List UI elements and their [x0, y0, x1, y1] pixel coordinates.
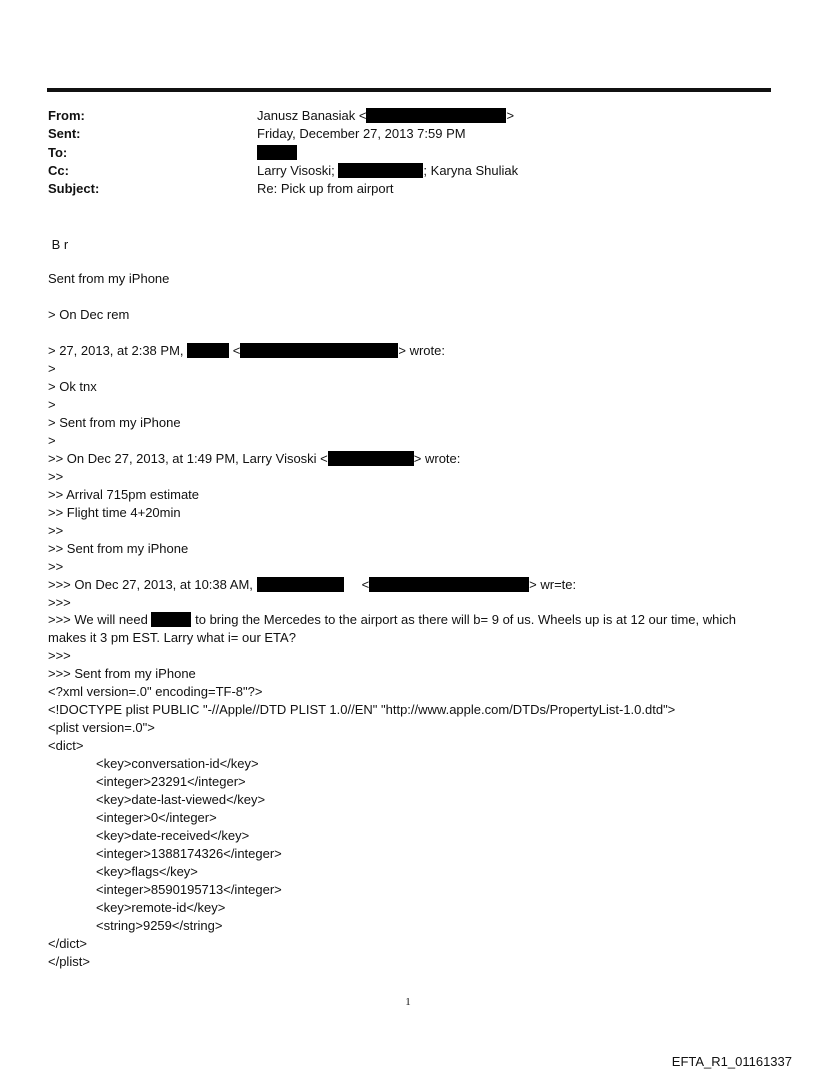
redaction-box	[257, 145, 297, 160]
xml-line: <integer>0</integer>	[96, 810, 217, 825]
sent-label: Sent:	[48, 126, 81, 141]
sent-value: Friday, December 27, 2013 7:59 PM	[257, 126, 466, 141]
body-line: >>	[48, 469, 64, 484]
cc-label: Cc:	[48, 163, 69, 178]
xml-line: <string>9259</string>	[96, 918, 223, 933]
to-label: To:	[48, 145, 68, 160]
body-line: >>	[48, 523, 64, 538]
body-line	[48, 576, 778, 594]
xml-line: <!DOCTYPE plist PUBLIC "-//Apple//DTD PLIST 1.0//EN" "http://www.apple.com/DTDs/PropertyList-1.0.dtd">	[48, 702, 676, 717]
xml-line: <key>remote-id</key>	[96, 900, 226, 915]
redaction-box	[187, 343, 229, 358]
body-line: >>> Sent from my iPhone	[48, 666, 196, 681]
body-line	[48, 342, 778, 360]
xml-line: <key>flags</key>	[96, 864, 198, 879]
body-line: >> Arrival 715pm estimate	[48, 487, 200, 502]
xml-line: <integer>1388174326</integer>	[96, 846, 282, 861]
xml-line: <key>date-received</key>	[96, 828, 250, 843]
quote-text: >>> On Dec 27, 2013, at 10:38 AM,	[48, 577, 253, 592]
redaction-box	[151, 612, 191, 627]
body-line: >> Flight time 4+20min	[48, 505, 181, 520]
redaction-box	[366, 108, 506, 123]
redaction-box	[338, 163, 423, 178]
quote-text: > wrote:	[398, 343, 445, 358]
body-line: >	[48, 433, 56, 448]
xml-line: <?xml version=.0" encoding=TF-8"?>	[48, 684, 263, 699]
body-line: >>>	[48, 648, 71, 663]
xml-line: <integer>8590195713</integer>	[96, 882, 282, 897]
subject-value: Re: Pick up from airport	[257, 181, 394, 196]
xml-line: <key>conversation-id</key>	[96, 756, 259, 771]
quote-text: > 27, 2013, at 2:38 PM,	[48, 343, 184, 358]
xml-line: <dict>	[48, 738, 84, 753]
body-line: >	[48, 361, 56, 376]
quote-text: to bring the Mercedes to the airport as there will b= 9 of us. Wheels up is at 12 our time, which makes it 3 pm EST. Larry what i= our ETA?	[48, 612, 736, 645]
body-line: > Ok tnx	[48, 379, 97, 394]
body-paragraph	[48, 611, 770, 647]
body-line: > Sent from my iPhone	[48, 415, 181, 430]
body-line: >>	[48, 559, 64, 574]
cc-name-b: ; Karyna Shuliak	[423, 163, 519, 178]
cc-value	[257, 162, 518, 180]
redaction-box	[240, 343, 398, 358]
body-line: >> Sent from my iPhone	[48, 541, 189, 556]
bates-number: EFTA_R1_01161337	[671, 1054, 792, 1069]
xml-line: <integer>23291</integer>	[96, 774, 246, 789]
to-value	[257, 144, 297, 162]
from-label: From:	[48, 108, 85, 123]
body-line: B r	[48, 237, 69, 252]
xml-line: <plist version=.0">	[48, 720, 155, 735]
quote-text: >>> We will need	[48, 612, 148, 627]
from-name: Janusz Banasiak <	[257, 108, 367, 123]
redaction-box	[257, 577, 344, 592]
body-line	[48, 450, 778, 468]
quote-text: <	[232, 343, 241, 358]
subject-label: Subject:	[48, 181, 100, 196]
page-number: 1	[405, 996, 411, 1008]
xml-line: </dict>	[48, 936, 88, 951]
header-rule	[47, 88, 771, 92]
cc-name-a: Larry Visoski;	[257, 163, 335, 178]
body-line: >>>	[48, 595, 71, 610]
body-line: > On Dec rem	[48, 307, 130, 322]
from-close: >	[506, 108, 515, 123]
quote-text: > wr=te:	[529, 577, 577, 592]
body-line: Sent from my iPhone	[48, 271, 170, 286]
quote-text: > wrote:	[413, 451, 461, 466]
xml-line: <key>date-last-viewed</key>	[96, 792, 266, 807]
xml-line: </plist>	[48, 954, 90, 969]
redaction-box	[369, 577, 529, 592]
redaction-box	[328, 451, 414, 466]
from-value	[257, 107, 514, 125]
quote-text: <	[361, 577, 370, 592]
quote-text: >> On Dec 27, 2013, at 1:49 PM, Larry Visoski <	[48, 451, 328, 466]
body-line: >	[48, 397, 56, 412]
